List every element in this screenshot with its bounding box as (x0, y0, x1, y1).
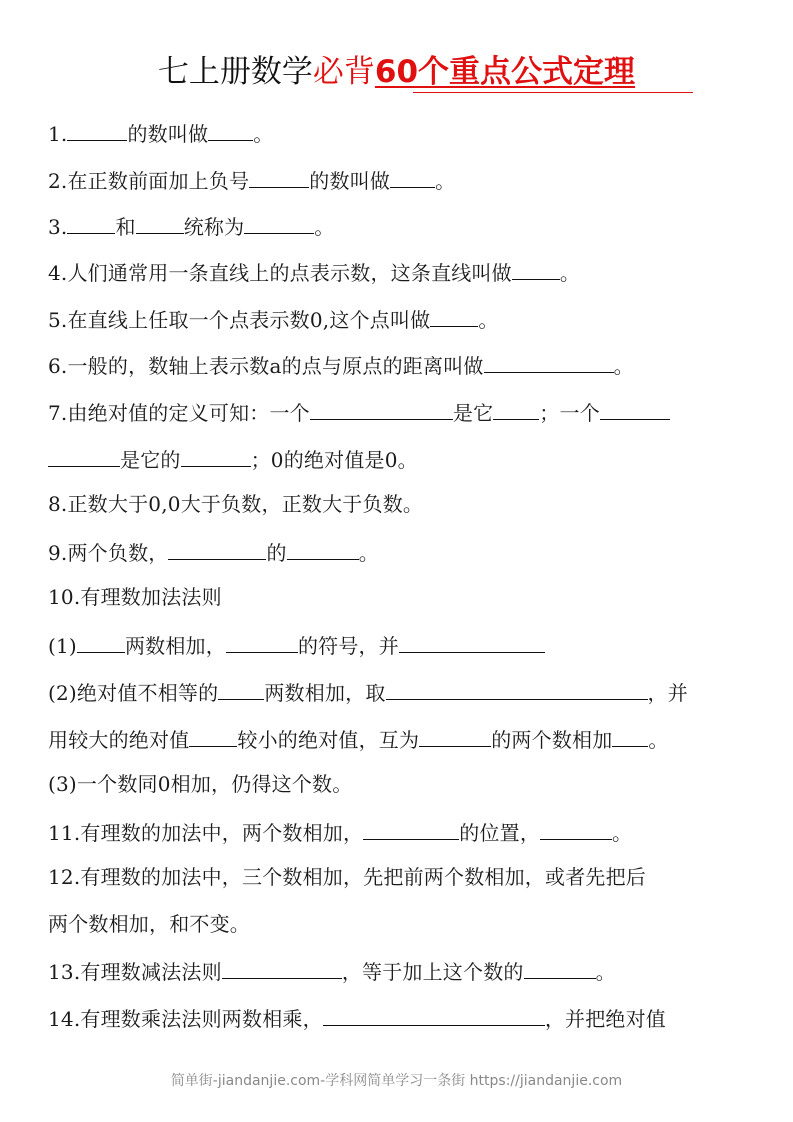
formula-line-14 (48, 1003, 666, 1033)
formula-line-10-2a (48, 677, 688, 707)
fill-in-blank (524, 956, 596, 979)
line-text: 13.有理数减法法则 (48, 960, 222, 984)
fill-in-blank (399, 630, 545, 653)
line-text: (1) (48, 634, 77, 658)
line-text: ，并 (647, 681, 688, 705)
fill-in-blank (48, 444, 120, 467)
line-text: 用较大的绝对值 (48, 728, 190, 752)
line-text: 两数相加，取 (264, 681, 386, 705)
line-text: 统称为 (183, 215, 245, 239)
title-red-part: 必背 (312, 54, 375, 90)
formula-line-7b (48, 444, 418, 474)
line-text: 。 (648, 728, 669, 752)
line-text: 较小的绝对值，互为 (237, 728, 420, 752)
line-text: ；一个 (539, 401, 600, 425)
fill-in-blank (310, 397, 453, 420)
fill-in-blank (323, 1003, 545, 1026)
line-text: ；0的绝对值是0。 (250, 448, 418, 472)
fill-in-blank (244, 211, 314, 234)
formula-line-9 (48, 537, 379, 567)
formula-line-10-1 (48, 630, 545, 660)
line-text: 。 (435, 169, 456, 193)
fill-in-blank (512, 257, 560, 280)
line-text: 两个数相加，和不变。 (48, 912, 250, 936)
title-underline-rule (413, 92, 693, 93)
line-text: 11.有理数的加法中，两个数相加， (48, 821, 364, 845)
formula-line-1 (48, 118, 274, 148)
formula-line-13 (48, 956, 616, 986)
line-text: 的两个数相加 (491, 728, 613, 752)
fill-in-blank (189, 724, 237, 747)
line-text: 和 (115, 215, 136, 239)
line-text: 7.由绝对值的定义可知：一个 (48, 401, 310, 425)
line-text: 10.有理数加法法则 (48, 585, 222, 609)
line-text: 14.有理数乘法法则两数相乘， (48, 1007, 323, 1031)
line-text: 9.两个负数， (48, 541, 169, 565)
fill-in-blank (77, 630, 125, 653)
formula-line-11 (48, 817, 632, 847)
line-text: 。 (612, 821, 633, 845)
line-text: 。 (559, 261, 581, 285)
line-text: 两数相加， (124, 634, 226, 658)
fill-in-blank (136, 211, 184, 234)
line-text: 4.人们通常用一条直线上的点表示数，这条直线叫做 (48, 261, 512, 285)
title-highlight: 60个重点公式定理 (374, 54, 636, 90)
line-text: 是它的 (120, 448, 181, 472)
formula-line-6 (48, 350, 634, 380)
fill-in-blank (222, 956, 342, 979)
formula-line-10-3 (48, 770, 352, 798)
line-text: (2)绝对值不相等的 (48, 681, 219, 705)
fill-in-blank (249, 165, 309, 188)
line-text: 的 (266, 541, 287, 565)
fill-in-blank (226, 630, 298, 653)
line-text: 的符号，并 (297, 634, 399, 658)
fill-in-blank (67, 211, 115, 234)
line-text: 6.一般的，数轴上表示数a的点与原点的距离叫做 (48, 354, 484, 378)
line-text: ，等于加上这个数的 (341, 960, 524, 984)
formula-line-10-2b (48, 724, 669, 754)
formula-line-5 (48, 304, 499, 334)
line-text: 。 (478, 308, 499, 332)
fill-in-blank (612, 724, 648, 747)
line-text: 2.在正数前面加上负号 (48, 169, 250, 193)
footer-watermark: 简单街-jiandanjie.com-学科网简单学习一条街 https://jiandanjie.com (170, 1073, 623, 1089)
formula-line-4 (48, 257, 580, 287)
line-text: (3)一个数同0相加，仍得这个数。 (48, 772, 353, 796)
line-text: 的数叫做 (309, 169, 391, 193)
fill-in-blank (363, 817, 459, 840)
fill-in-blank (208, 118, 253, 141)
line-text: 1. (48, 122, 68, 146)
line-text: 8.正数大于0,0大于负数，正数大于负数。 (48, 492, 424, 516)
line-text: 。 (253, 122, 274, 146)
line-text: ，并把绝对值 (544, 1007, 667, 1031)
line-text: 。 (595, 960, 616, 984)
line-text: 3. (48, 215, 68, 239)
line-text: 。 (358, 541, 379, 565)
fill-in-blank (168, 537, 266, 560)
fill-in-blank (600, 397, 670, 420)
fill-in-blank (67, 118, 127, 141)
document-title (0, 50, 793, 94)
formula-line-2 (48, 165, 455, 195)
formula-line-8 (48, 490, 423, 518)
fill-in-blank (287, 537, 359, 560)
fill-in-blank (540, 817, 612, 840)
formula-line-7a (48, 397, 670, 427)
formula-line-3 (48, 211, 335, 241)
line-text: 。 (613, 354, 634, 378)
fill-in-blank (484, 350, 614, 373)
formula-line-10 (48, 583, 222, 611)
line-text: 的数叫做 (127, 122, 209, 146)
formula-line-12a (48, 863, 646, 891)
fill-in-blank (419, 724, 491, 747)
fill-in-blank (181, 444, 251, 467)
line-text: 5.在直线上任取一个点表示数0,这个点叫做 (48, 308, 431, 332)
line-text: 是它 (452, 401, 494, 425)
fill-in-blank (218, 677, 264, 700)
line-text: 12.有理数的加法中，三个数相加，先把前两个数相加，或者先把后 (48, 865, 647, 889)
fill-in-blank (386, 677, 648, 700)
fill-in-blank (430, 304, 478, 327)
fill-in-blank (390, 165, 435, 188)
fill-in-blank (493, 397, 539, 420)
formula-line-12b (48, 910, 250, 938)
title-prefix: 七上册数学 (157, 54, 313, 90)
line-text: 。 (314, 215, 335, 239)
line-text: 的位置， (459, 821, 541, 845)
